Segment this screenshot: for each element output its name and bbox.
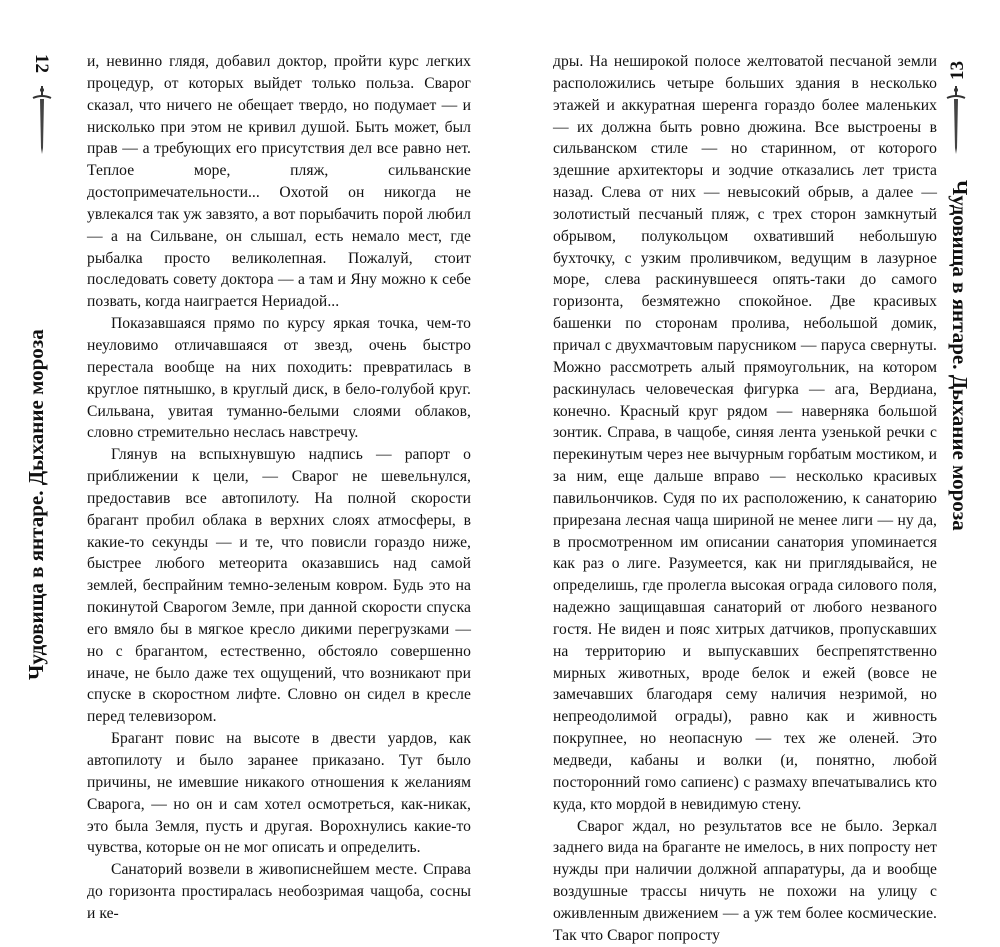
body-text <box>87 51 471 925</box>
page-number: 13 <box>947 61 968 80</box>
paragraph: и, невинно гляд﻿я, добавил доктор, пройти курс легких процедур, от которых выйдет только польза. Сварог сказал, что ничего не обещает твердо, но подумает — и нисколько при этом не кривил душой. Быть может, был прав — а требующих его присутствия дел все равно нет. Теплое море, пляж, сильванские достопримечательности... Охотой он никогда не увлекался так уж завзято, а вот порыбачить порой любил — а на Сильване, он слышал, есть немало мест, где рыбалка просто великолепная. Пожалуй, стоит последовать совету доктора — а там и Яну можно к себе позвать, когда наиграется Нериадой... <box>87 53 471 311</box>
paragraph: Брагант повис на высоте в двести уардов, как автопилоту и было заранее приказано. Тут было причины, не имевшие никакого отношения к желаниям Сварога, — но он и сам хотел осмотреться, как-никак, это была Земля, пусть и другая. Ворохнулись какие-то чувства, которые он не мог описать и определить. <box>87 730 471 857</box>
running-title: Чудовища в янтаре. Дыхание мороза <box>24 329 48 680</box>
paragraph: Сварог ждал, но результатов все не было. Зеркал заднего вида на браганте не имелось, в них попросту нет нужды при наличии должной аппаратуры, да и вообще воздушные трассы ничуть не похожи на улицу с оживленным движением — а уж тем более космические. Так что Сварог попросту <box>553 817 937 944</box>
right-page <box>500 0 1000 944</box>
paragraph: Глянув на вспыхнувшую надпись — рапорт о приближении к цели, — Сварог не шевельнулся, предоставив все автопилоту. На полной скорости брагант пробил облака в верхних слоях атмосферы, в какие-то секунды — и те, что повисли гораздо ниже, быстрее любого метеорита оказавшись над самой землей, беспрайним темно-зеленым ковром. Будь это на покинутой Сварогом Земле, при данной скорости спуска его вмяло бы в мягкое кресло дикими перегрузками — но с брагантом, естественно, обстояло совершенно иначе, не было даже тех ощущений, что возникают при спуске в скоростном лифте. Словно он сидел в кресле перед телевизором. <box>87 446 471 726</box>
paragraph: Показавшаяся прямо по курсу яркая точка, чем-то неуловимо отличавшаяся от звезд, очень быстро перестала вообще на них походить: превратилась в круглое пятнышко, в круглый диск, в бело-голубой круг. Сильвана, увитая туманно-белыми слоями облаков, словно стремительно неслась навстречу. <box>87 315 471 442</box>
page-number: 12 <box>31 54 52 73</box>
running-title: Чудовища в янтаре. Дыхание мороза <box>948 180 972 531</box>
paragraph: Санаторий возвели в живописнейшем месте. Справа до горизонта простиралась необозримая чащоба, сосны и ке- <box>87 861 471 922</box>
body-text <box>553 51 937 947</box>
paragraph: дры. На неширокой полосе желтоватой песчаной земли расположились четыре больших здания в несколько этажей и аккуратная шеренга гораздо более маленьких — их должна быть ровно дюжина. Все выстроены в сильванском стиле — но старинном, от которого здешние архитекторы и зодчие отказались лет триста назад. Слева от них — невысокий обрыв, а далее — золотистый песчаный пляж, с трех сторон замкнутый обрывом, полукольцом охвативший небольшую бухточку, с узким проливчиком, ведущим в лазурное море, слева раскинувшееся опять-таки до самого горизонта, безмятежно спокойное. Две красивых башенки по сторонам пролива, небольшой домик, причал с двухмачтовым парусником — паруса свернуты. Можно рассмотреть алый прямоугольник, на котором раскинулась человеческая фигурка — ага, Вердиана, конечно. Красный круг рядом — наверняка большой зонтик. Справа, в чащобе, синяя лента узенькой речки с перекинутым через нее вычурным горбатым мостиком, и за ним, еще дальше вправо — несколько красивых павильончиков. Судя по их расположению, к санаторию прирезана лесная чаща шириной не менее лиги — ну да, в просмотренном им описании санатория упоминается как раз о лиге. Разумеется, как ни приглядывайся, не определишь, где пролегла высокая ограда силового поля, надежно защищавшая санаторий от любого незваного гостя. Не виден и пояс хитрых датчиков, пропускавших на территорию и выпускавших беспрепятственно мирных животных, вроде белок и ежей (вовсе не замечавших благодаря сему наличия незримой, но непреодолимой ограды), равно как и живность покрупнее, но неопасную — тех же оленей. Это медведи, кабаны и волки (и, понятно, любой посторонний гомо сапиенс) с размаху впечатывались кто куда, кто мордой в невидимую стену. <box>553 53 937 813</box>
sword-icon <box>30 86 54 156</box>
left-page <box>0 0 500 922</box>
sword-icon <box>944 86 968 156</box>
